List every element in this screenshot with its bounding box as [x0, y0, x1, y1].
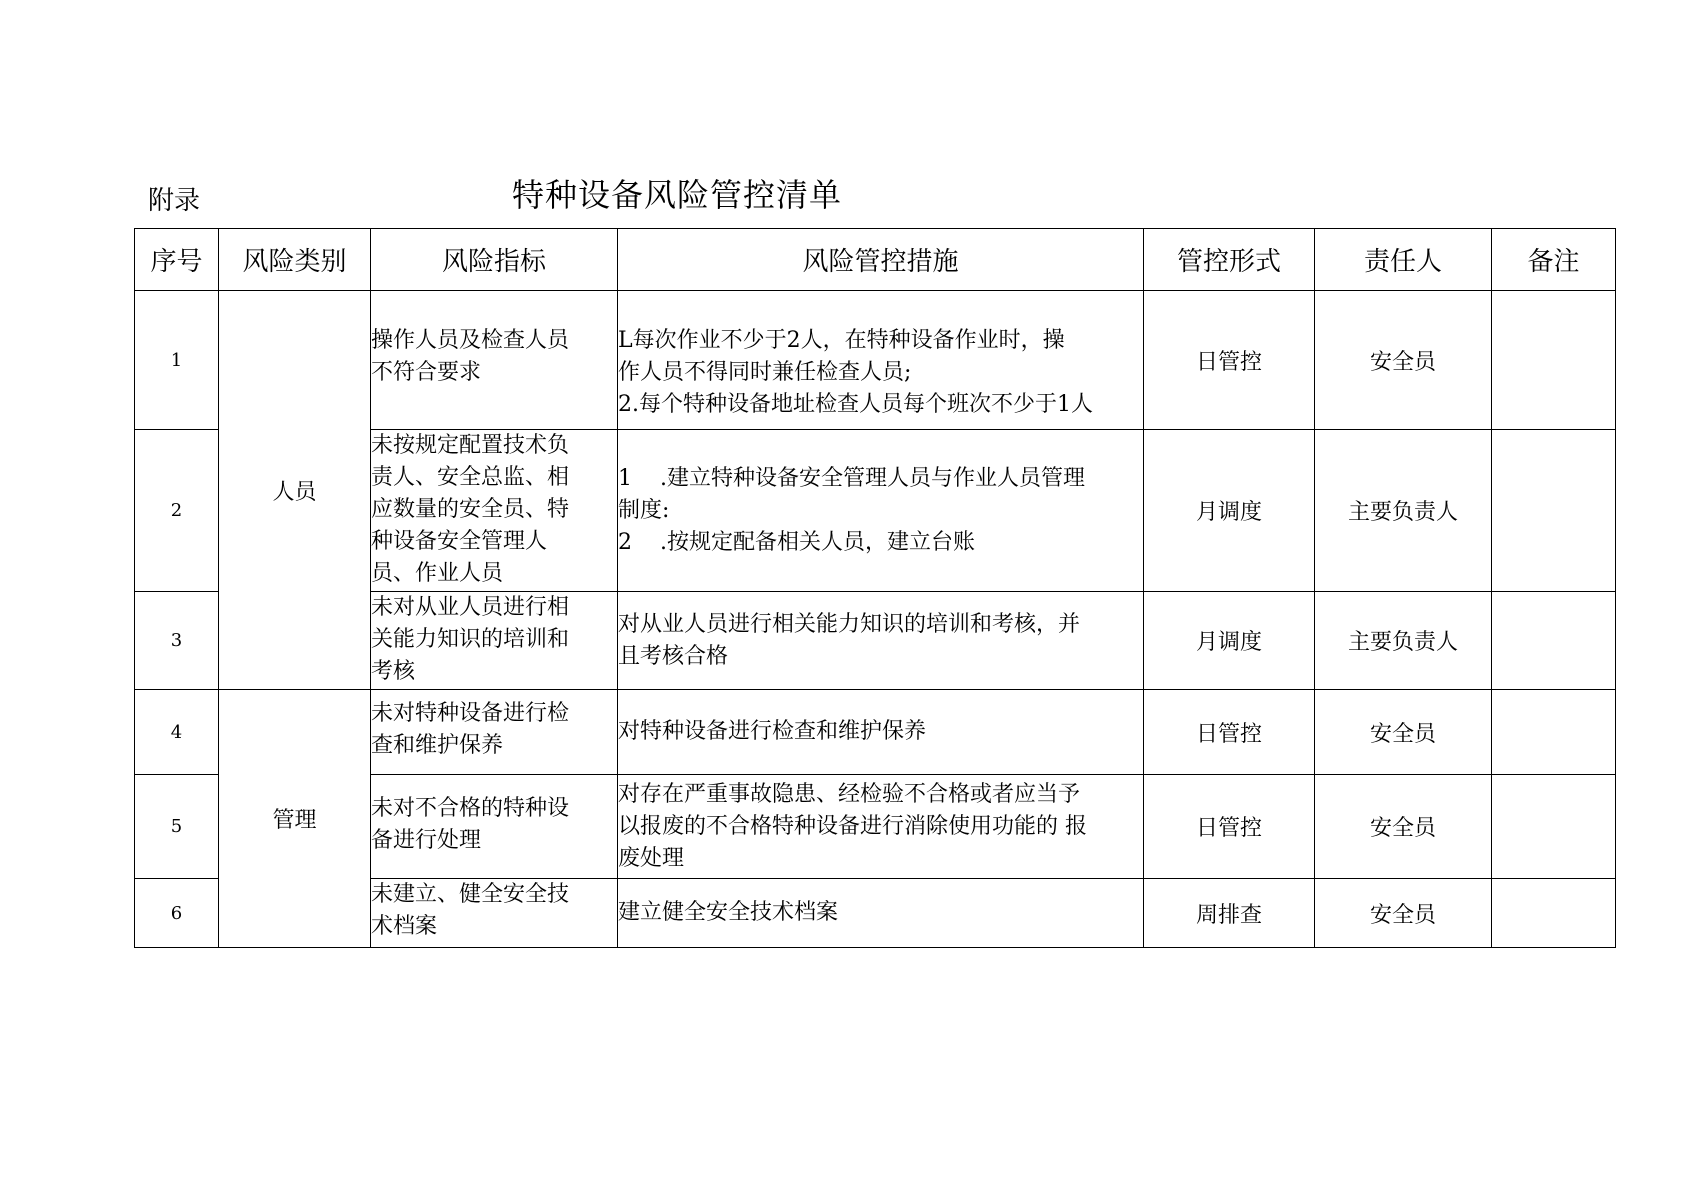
page-title: 特种设备风险管控清单 [512, 176, 843, 214]
control-form: 周排查 [1144, 879, 1315, 948]
table-header-row [135, 229, 1616, 291]
control-measures: 1 .建立特种设备安全管理人员与作业人员管理 制度: 2 .按规定配备相关人员，建立台账 [618, 430, 1144, 592]
column-header-no: 序号 [135, 229, 219, 291]
appendix-label: 附录 [148, 186, 201, 216]
responsible-person: 安全员 [1315, 690, 1492, 775]
control-form: 月调度 [1144, 592, 1315, 690]
note-cell [1492, 291, 1616, 430]
row-number: 1 [135, 291, 219, 430]
responsible-person: 主要负责人 [1315, 430, 1492, 592]
note-cell [1492, 690, 1616, 775]
table-row [135, 291, 1616, 430]
responsible-person: 安全员 [1315, 775, 1492, 879]
control-measures: 对存在严重事故隐患、经检验不合格或者应当予 以报废的不合格特种设备进行消除使用功能的 报 废处理 [618, 775, 1144, 879]
row-number: 2 [135, 430, 219, 592]
control-form: 月调度 [1144, 430, 1315, 592]
table-row [135, 690, 1616, 775]
note-cell [1492, 430, 1616, 592]
column-header-measures: 风险管控措施 [618, 229, 1144, 291]
control-measures: 对特种设备进行检查和维护保养 [618, 690, 1144, 775]
column-header-responsible: 责任人 [1315, 229, 1492, 291]
control-measures: 建立健全安全技术档案 [618, 879, 1144, 948]
row-number: 3 [135, 592, 219, 690]
note-cell [1492, 775, 1616, 879]
control-measures: L每次作业不少于2人，在特种设备作业时，操 作人员不得同时兼任检查人员; 2.每个特种设备地址检查人员每个班次不少于1人 [618, 291, 1144, 430]
risk-category-management: 管理 [219, 690, 371, 948]
note-cell [1492, 592, 1616, 690]
risk-indicator: 未对不合格的特种设 备进行处理 [371, 775, 618, 879]
control-measures: 对从业人员进行相关能力知识的培训和考核，并 且考核合格 [618, 592, 1144, 690]
column-header-indicator: 风险指标 [371, 229, 618, 291]
row-number: 4 [135, 690, 219, 775]
responsible-person: 安全员 [1315, 291, 1492, 430]
note-cell [1492, 879, 1616, 948]
risk-indicator: 未建立、健全安全技 术档案 [371, 879, 618, 948]
risk-indicator: 未对特种设备进行检 查和维护保养 [371, 690, 618, 775]
control-form: 日管控 [1144, 291, 1315, 430]
risk-indicator: 操作人员及检查人员 不符合要求 [371, 291, 618, 430]
risk-control-table [134, 228, 1616, 948]
column-header-form: 管控形式 [1144, 229, 1315, 291]
column-header-note: 备注 [1492, 229, 1616, 291]
column-header-category: 风险类别 [219, 229, 371, 291]
responsible-person: 主要负责人 [1315, 592, 1492, 690]
risk-indicator: 未按规定配置技术负 责人、安全总监、相 应数量的安全员、特 种设备安全管理人 员、作业人员 [371, 430, 618, 592]
row-number: 5 [135, 775, 219, 879]
control-form: 日管控 [1144, 690, 1315, 775]
control-form: 日管控 [1144, 775, 1315, 879]
responsible-person: 安全员 [1315, 879, 1492, 948]
row-number: 6 [135, 879, 219, 948]
risk-category-personnel: 人员 [219, 291, 371, 690]
risk-indicator: 未对从业人员进行相 关能力知识的培训和 考核 [371, 592, 618, 690]
